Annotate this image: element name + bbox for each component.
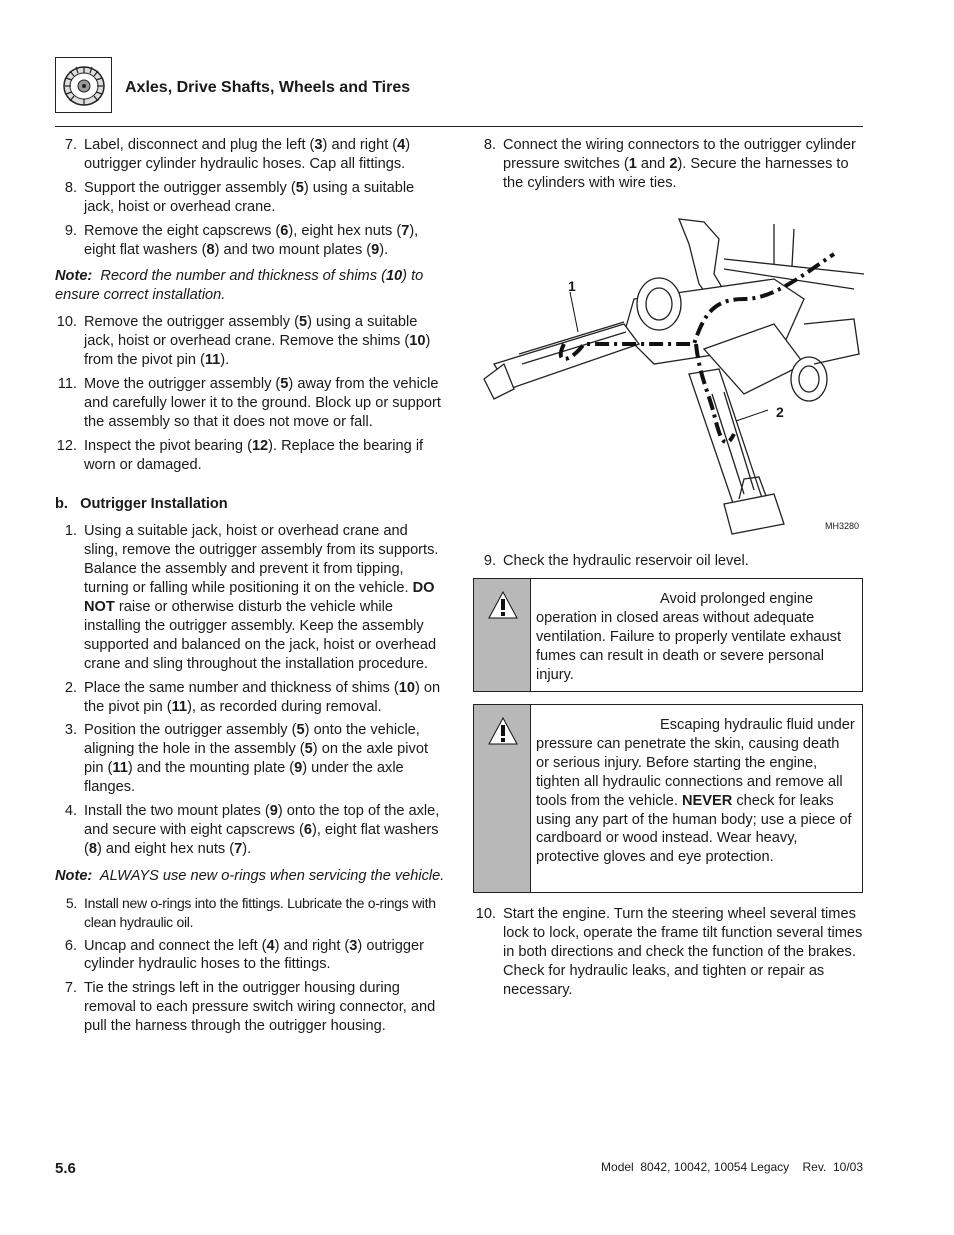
warning-box-hydraulic: [473, 704, 863, 893]
installation-steps-list-2: [55, 894, 445, 1036]
step-number: 6.: [64, 937, 77, 954]
procedure-step: [55, 179, 445, 217]
page-number: 5.6: [55, 1160, 76, 1177]
step-text: Start the engine. Turn the steering wheel several times lock to lock, operate the frame tilt function several times in both directions and check the function of the brakes. Check for hydraulic leaks, and tighten or repair as necessary.: [503, 906, 863, 998]
step-number: 12.: [56, 437, 77, 454]
procedure-step: [55, 222, 445, 260]
left-hub: [637, 278, 681, 330]
procedure-step: [55, 313, 445, 370]
step-text: Label, disconnect and plug the left (3) and right (4) outrigger cylinder hydraulic hoses. Cap all fittings.: [84, 137, 411, 172]
procedure-step: [55, 522, 445, 673]
step-text: Inspect the pivot bearing (12). Replace the bearing if worn or damaged.: [84, 437, 424, 473]
warning-triangle-icon: [488, 591, 518, 619]
procedure-step: [55, 894, 445, 932]
step-text: Using a suitable jack, hoist or overhead crane and sling, remove the outrigger assembly from its supports. Balance the assembly and prevent it from tipping, turning or falling while positioning it on the vehicle. DO NOT raise or otherwise disturb the vehicle while installing the outrigger assembly. Keep the assembly supported and balanced on the jack, hoist or overhead crane and sling throughout the installation procedure.: [84, 523, 439, 672]
step-number: 8.: [64, 179, 77, 196]
callout-1: 1: [568, 278, 576, 294]
warning-triangle-icon: [488, 717, 518, 745]
procedure-step: [55, 937, 445, 975]
step-text: Position the outrigger assembly (5) onto the vehicle, aligning the hole in the assembly (5) on the axle pivot pin (11) and the mounting plate (9) under the axle flanges.: [84, 722, 428, 796]
procedure-step: [474, 136, 864, 193]
section-title: Axles, Drive Shafts, Wheels and Tires: [125, 79, 411, 96]
step-text: Move the outrigger assembly (5) away from the vehicle and carefully lower it to the ground. Block up or support the assembly so that it does not move or fall.: [84, 375, 441, 430]
tire-icon: [56, 58, 111, 112]
warning-box-ventilation: [473, 578, 863, 692]
note-o-rings: Note: ALWAYS use new o-rings when servicing the vehicle.: [55, 867, 445, 884]
outrigger-wiring-figure: [474, 204, 864, 544]
step-number: 7.: [64, 137, 77, 153]
warning-sidebar: [474, 705, 531, 892]
step-text: Check the hydraulic reservoir oil level.: [503, 553, 749, 569]
procedure-step: [55, 679, 445, 717]
model-revision: Model 8042, 10042, 10054 Legacy Rev. 10/03: [601, 1160, 863, 1174]
removal-steps-list: [55, 136, 445, 259]
right-column-lower: [474, 552, 864, 576]
step-number: 5.: [65, 894, 77, 911]
note-shims: Note: Record the number and thickness of shims (10) to ensure correct installation.: [55, 268, 424, 304]
engine-test-step-list: [474, 905, 864, 1000]
step-number: 2.: [64, 679, 77, 696]
procedure-step: [55, 136, 445, 174]
right-hub: [791, 357, 827, 401]
right-column: [474, 136, 864, 198]
step-text: Place the same number and thickness of shims (10) on the pivot pin (11), as recorded during removal.: [84, 679, 441, 715]
callout-2: 2: [776, 404, 784, 420]
step-text: Remove the outrigger assembly (5) using a suitable jack, hoist or overhead crane. Remove the shims (10) from the pivot pin (11).: [84, 314, 431, 369]
step-number: 9.: [483, 553, 496, 569]
procedure-step: [55, 979, 445, 1036]
wiring-steps-list: [474, 136, 864, 193]
procedure-step: [474, 552, 864, 571]
procedure-step: [55, 375, 445, 432]
procedure-step: [55, 437, 445, 475]
outrigger-illustration: [474, 204, 864, 544]
warning-text-hydraulic: Escaping hydraulic fluid under pressure can penetrate the skin, causing death or serious injury. Before starting the engine, tighten all hydraulic connections and remove all tools from the vehicle. NEVER check for leaks using any part of the human body; use a piece of cardboard or wood instead. Wear heavy, protective gloves and eye protection.: [536, 717, 855, 866]
step-text: Connect the wiring connectors to the outrigger cylinder pressure switches (1 and 2). Secure the harnesses to the cylinders with wire ties.: [503, 137, 856, 191]
warning-sidebar: [474, 579, 531, 691]
step-text: Remove the eight capscrews (6), eight hex nuts (7), eight flat washers (8) and two mount plates (9).: [84, 222, 419, 258]
procedure-step: [55, 721, 445, 797]
step-number: 10.: [56, 314, 77, 331]
installation-steps-list: [55, 522, 445, 858]
left-column: [55, 136, 445, 1041]
step-number: 1.: [64, 523, 77, 540]
step-text: Install the two mount plates (9) onto the top of the axle, and secure with eight capscrews (6), eight flat washers (8) and eight hex nuts (7).: [84, 803, 440, 857]
left-arm: [494, 324, 639, 389]
step-text: Uncap and connect the left (4) and right (3) outrigger cylinder hydraulic hoses to the fittings.: [84, 937, 424, 973]
section-heading: b. Outrigger Installation: [55, 495, 228, 512]
step-number: 11.: [57, 375, 77, 392]
step-number: 4.: [64, 803, 77, 820]
step-number: 10.: [475, 906, 496, 922]
header-icon-box: [55, 57, 112, 113]
step-text: Tie the strings left in the outrigger housing during removal to each pressure switch wiring connector, and pull the harness through the outrigger housing.: [84, 980, 436, 1035]
step-number: 9.: [64, 222, 77, 239]
procedure-step: [474, 905, 864, 1000]
step-number: 7.: [64, 980, 77, 997]
right-column-final: [474, 905, 864, 1005]
warning-text-ventilation: Avoid prolonged engine operation in closed areas without adequate ventilation. Failure to properly ventilate exhaust fumes can result in death or severe personal injury.: [536, 591, 842, 683]
step-text: Support the outrigger assembly (5) using a suitable jack, hoist or overhead crane.: [84, 179, 415, 215]
header-rule: [55, 126, 863, 127]
removal-steps-list-2: [55, 313, 445, 474]
step-number: 8.: [483, 137, 496, 153]
figure-code: MH3280: [825, 521, 860, 531]
reservoir-step-list: [474, 552, 864, 571]
step-number: 3.: [64, 722, 77, 739]
procedure-step: [55, 802, 445, 859]
step-text: Install new o-rings into the fittings. Lubricate the o-rings with clean hydraulic oil.: [84, 894, 436, 930]
